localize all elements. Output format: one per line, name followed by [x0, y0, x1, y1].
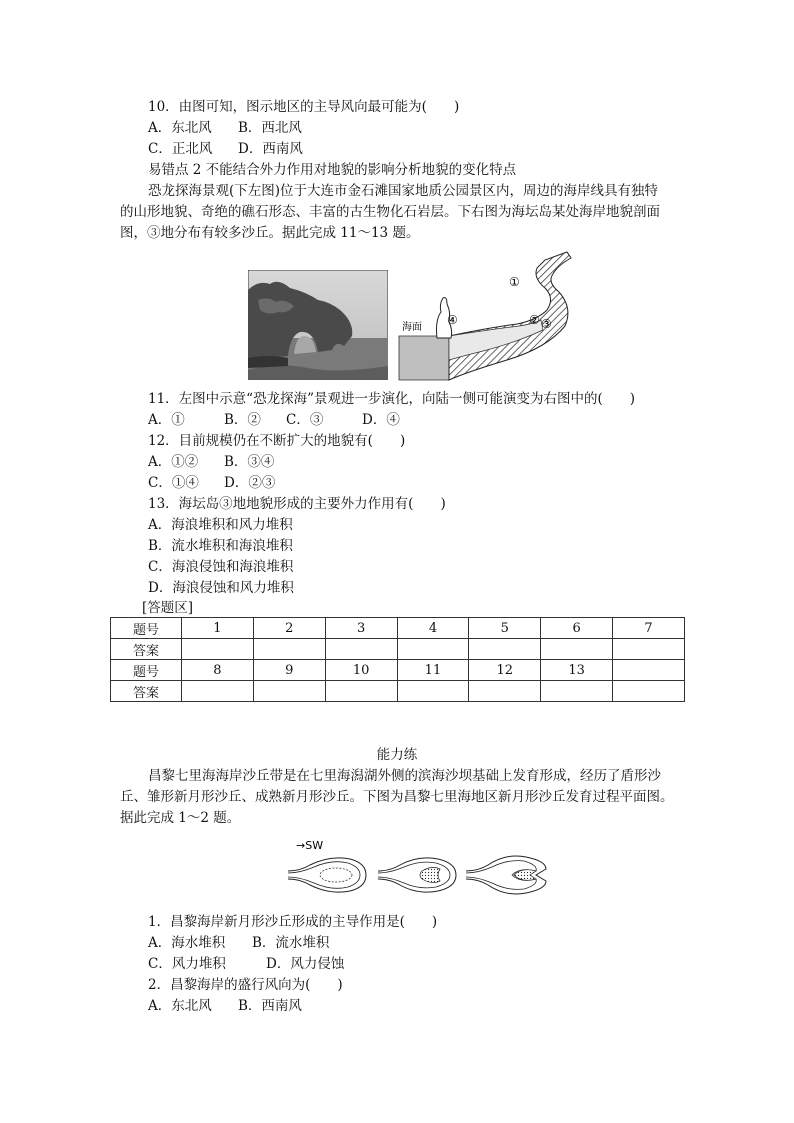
barchan-dune-diagram	[280, 835, 570, 905]
table-row	[111, 639, 685, 660]
marker-2: ②	[529, 313, 540, 327]
q11-option-c: C．③	[286, 412, 324, 428]
embryonic-barchan-dune	[378, 858, 456, 892]
p1-options-row2	[148, 954, 344, 974]
row-header-answer: 答案	[111, 681, 182, 702]
q10-options-row2	[148, 139, 303, 159]
row-header-number: 题号	[111, 660, 182, 681]
p1-stem: 1．昌黎海岸新月形沙丘形成的主导作用是( )	[148, 914, 438, 930]
question-number-cell: 3	[325, 618, 397, 639]
shield-dune	[288, 858, 366, 892]
marker-3: ③	[541, 317, 552, 331]
q10-stem: 10．由图可知，图示地区的主导风向最可能为( )	[148, 99, 460, 115]
q12-option-c: C．①④	[148, 475, 199, 491]
q12-option-a: A．①②	[148, 454, 199, 470]
table-row	[111, 681, 685, 702]
q13-option-b: B．流水堆积和海浪堆积	[148, 538, 293, 554]
p1-option-b: B．流水堆积	[252, 935, 330, 951]
question-number-cell: 10	[325, 660, 397, 681]
q11-option-a: A．①	[148, 412, 185, 428]
marker-1: ①	[509, 275, 520, 289]
question-number-cell: 2	[253, 618, 325, 639]
answer-cell[interactable]	[613, 681, 685, 702]
dinosaur-sea-photo	[248, 270, 388, 380]
passage1-line1: 恐龙探海景观(下左图)位于大连市金石滩国家地质公园景区内，周边的海岸线具有独特	[148, 183, 659, 199]
q12-stem: 12．目前规模仍在不断扩大的地貌有( )	[148, 433, 406, 449]
q10-option-c: C．正北风	[148, 141, 213, 157]
p2-option-a: A．东北风	[148, 998, 212, 1014]
q13-option-c: C．海浪侵蚀和海浪堆积	[148, 559, 294, 575]
question-number-cell: 6	[541, 618, 613, 639]
q13-stem: 13．海坛岛③地地貌形成的主要外力作用有( )	[148, 496, 446, 512]
p2-options-row1	[148, 996, 302, 1016]
q12-options-row2	[148, 473, 275, 493]
p1-option-a: A．海水堆积	[148, 935, 226, 951]
answer-cell[interactable]	[182, 681, 254, 702]
mature-barchan-dune	[466, 856, 546, 894]
sea-surface-label: 海面	[402, 322, 422, 333]
question-number-cell: 7	[613, 618, 685, 639]
answer-table	[110, 617, 685, 702]
answer-cell[interactable]	[253, 639, 325, 660]
passage2-line3: 据此完成 1～2 题。	[120, 810, 241, 826]
passage1-line2: 的山形地貌、奇绝的礁石形态、丰富的古生物化石岩层。下右图为海坛岛某处海岸地貌剖面	[120, 204, 660, 220]
q11-options-row	[148, 410, 400, 430]
question-number-cell: 8	[182, 660, 254, 681]
p1-option-d: D．风力侵蚀	[266, 956, 345, 972]
answer-cell[interactable]	[469, 681, 541, 702]
answer-cell[interactable]	[613, 639, 685, 660]
p1-options-row1	[148, 933, 329, 953]
p2-option-b: B．西南风	[238, 998, 302, 1014]
table-row	[111, 660, 685, 681]
q11-stem: 11．左图中示意“恐龙探海”景观进一步演化，向陆一侧可能演变为右图中的( )	[148, 391, 636, 407]
section-title: 能力练	[376, 747, 418, 763]
wind-direction-label: →SW	[296, 839, 324, 852]
passage2-line2: 丘、雏形新月形沙丘、成熟新月形沙丘。下图为昌黎七里海地区新月形沙丘发育过程平面图。	[120, 789, 674, 805]
answer-cell[interactable]	[325, 639, 397, 660]
q13-option-d: D．海浪侵蚀和风力堆积	[148, 580, 294, 596]
q12-option-b: B．③④	[224, 454, 275, 470]
p1-option-c: C．风力堆积	[148, 956, 226, 972]
question-number-cell: 4	[397, 618, 469, 639]
answer-cell[interactable]	[541, 681, 613, 702]
q13-option-a: A．海浪堆积和风力堆积	[148, 517, 293, 533]
row-header-number: 题号	[111, 618, 182, 639]
answer-cell[interactable]	[397, 681, 469, 702]
q12-option-d: D．②③	[224, 475, 276, 491]
error-point-heading: 易错点 2 不能结合外力作用对地貌的影响分析地貌的变化特点	[148, 162, 517, 178]
q11-option-d: D．④	[362, 412, 400, 428]
answer-cell[interactable]	[397, 639, 469, 660]
p2-stem: 2．昌黎海岸的盛行风向为( )	[148, 977, 343, 993]
row-header-answer: 答案	[111, 639, 182, 660]
question-number-cell: 5	[469, 618, 541, 639]
marker-4: ④	[447, 313, 458, 327]
q10-option-a: A．东北风	[148, 120, 212, 136]
question-number-cell: 1	[182, 618, 254, 639]
q10-option-b: B．西北风	[238, 120, 302, 136]
passage1-line3: 图，③地分布有较多沙丘。据此完成 11～13 题。	[120, 225, 420, 241]
answer-cell[interactable]	[469, 639, 541, 660]
question-number-cell: 12	[469, 660, 541, 681]
question-number-cell: 9	[253, 660, 325, 681]
question-number-cell: 11	[397, 660, 469, 681]
q12-options-row1	[148, 452, 274, 472]
q10-options-row1	[148, 118, 302, 138]
answer-cell[interactable]	[182, 639, 254, 660]
answer-area-label: [答题区]	[142, 600, 194, 616]
q10-option-d: D．西南风	[238, 141, 303, 157]
answer-cell[interactable]	[541, 639, 613, 660]
passage2-line1: 昌黎七里海海岸沙丘带是在七里海潟湖外侧的滨海沙坝基础上发育形成，经历了盾形沙	[148, 768, 661, 784]
table-row	[111, 618, 685, 639]
coastal-profile-diagram	[397, 250, 577, 382]
question-number-cell: 13	[541, 660, 613, 681]
answer-cell[interactable]	[253, 681, 325, 702]
q11-option-b: B．②	[224, 412, 261, 428]
answer-cell[interactable]	[325, 681, 397, 702]
question-number-cell	[613, 660, 685, 681]
